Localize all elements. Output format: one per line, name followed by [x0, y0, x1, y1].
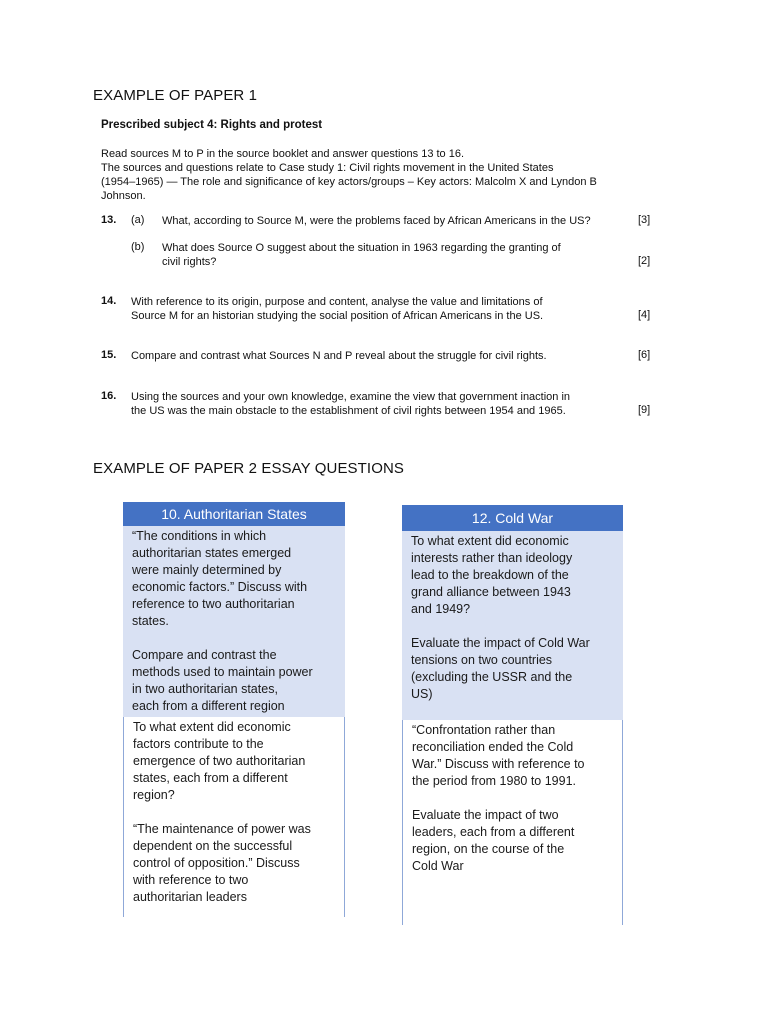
- cold-war-table: [402, 505, 623, 925]
- question-14-number: 14.: [101, 295, 117, 307]
- question-14-text-line1: With reference to its origin, purpose and content, analyse the value and limitations of: [131, 296, 543, 308]
- essay-question: Compare and contrast the methods used to maintain power in two authoritarian states, each from a different region: [132, 648, 313, 713]
- essay-question: To what extent did economic interests rather than ideology lead to the breakdown of the grand alliance between 1943 and 1949?: [411, 534, 573, 616]
- instruction-line: Johnson.: [101, 190, 146, 202]
- essay-question: To what extent did economic factors contribute to the emergence of two authoritarian states, each from a different region?: [133, 720, 306, 802]
- question-13b-marks: [2]: [638, 255, 651, 267]
- question-13b-text-line2: civil rights?: [162, 256, 217, 268]
- essay-question: “The conditions in which authoritarian states emerged were mainly determined by economic factors.” Discuss with reference to two authoritarian states.: [132, 529, 308, 628]
- question-16-text-line2: the US was the main obstacle to the establishment of civil rights between 1954 and 1965.: [131, 405, 566, 417]
- cold-war-title: 12. Cold War: [402, 505, 623, 531]
- authoritarian-states-table: [123, 502, 345, 917]
- instruction-line: The sources and questions relate to Case study 1: Civil rights movement in the United States: [101, 162, 554, 174]
- question-15-marks: [6]: [638, 349, 651, 361]
- paper2-heading: EXAMPLE OF PAPER 2 ESSAY QUESTIONS: [93, 460, 404, 477]
- authoritarian-states-title: 10. Authoritarian States: [123, 502, 345, 526]
- question-13a-marks: [3]: [638, 214, 651, 226]
- instruction-line: Read sources M to P in the source booklet and answer questions 13 to 16.: [101, 148, 465, 160]
- question-15-number: 15.: [101, 349, 117, 361]
- question-16-text-line1: Using the sources and your own knowledge, examine the view that government inaction in: [131, 391, 571, 403]
- question-14-marks: [4]: [638, 309, 651, 321]
- paper1-instructions: [101, 147, 661, 203]
- question-16-marks: [9]: [638, 404, 651, 416]
- authoritarian-states-sample-questions: [123, 526, 345, 717]
- question-15-text: Compare and contrast what Sources N and P reveal about the struggle for civil rights.: [131, 350, 547, 362]
- paper1-heading: EXAMPLE OF PAPER 1: [93, 87, 258, 104]
- authoritarian-states-alternative-questions: [123, 717, 345, 917]
- question-13a-text: What, according to Source M, were the problems faced by African Americans in the US?: [162, 215, 591, 227]
- essay-question: Evaluate the impact of two leaders, each from a different region, on the course of the Cold War: [412, 808, 575, 873]
- cold-war-sample-questions: [402, 531, 623, 720]
- question-13-number: 13.: [101, 214, 117, 226]
- essay-question: “The maintenance of power was dependent on the successful control of opposition.” Discuss with reference to two authoritarian leaders: [133, 822, 311, 904]
- essay-question: “Confrontation rather than reconciliation ended the Cold War.” Discuss with reference to the period from 1980 to 1991.: [412, 723, 585, 788]
- question-14-text-line2: Source M for an historian studying the social position of African Americans in the US.: [131, 310, 544, 322]
- question-13a-label: (a): [131, 214, 145, 226]
- prescribed-subject-title: Prescribed subject 4: Rights and protest: [101, 119, 323, 131]
- essay-question: Evaluate the impact of Cold War tensions on two countries (excluding the USSR and the US): [411, 636, 590, 701]
- question-16-number: 16.: [101, 390, 117, 402]
- question-13b-text-line1: What does Source O suggest about the situation in 1963 regarding the granting of: [162, 242, 561, 254]
- question-13b-label: (b): [131, 241, 145, 253]
- cold-war-alternative-questions: [402, 720, 623, 925]
- instruction-line: (1954–1965) — The role and significance of key actors/groups – Key actors: Malcolm X and Lyndon B: [101, 176, 597, 188]
